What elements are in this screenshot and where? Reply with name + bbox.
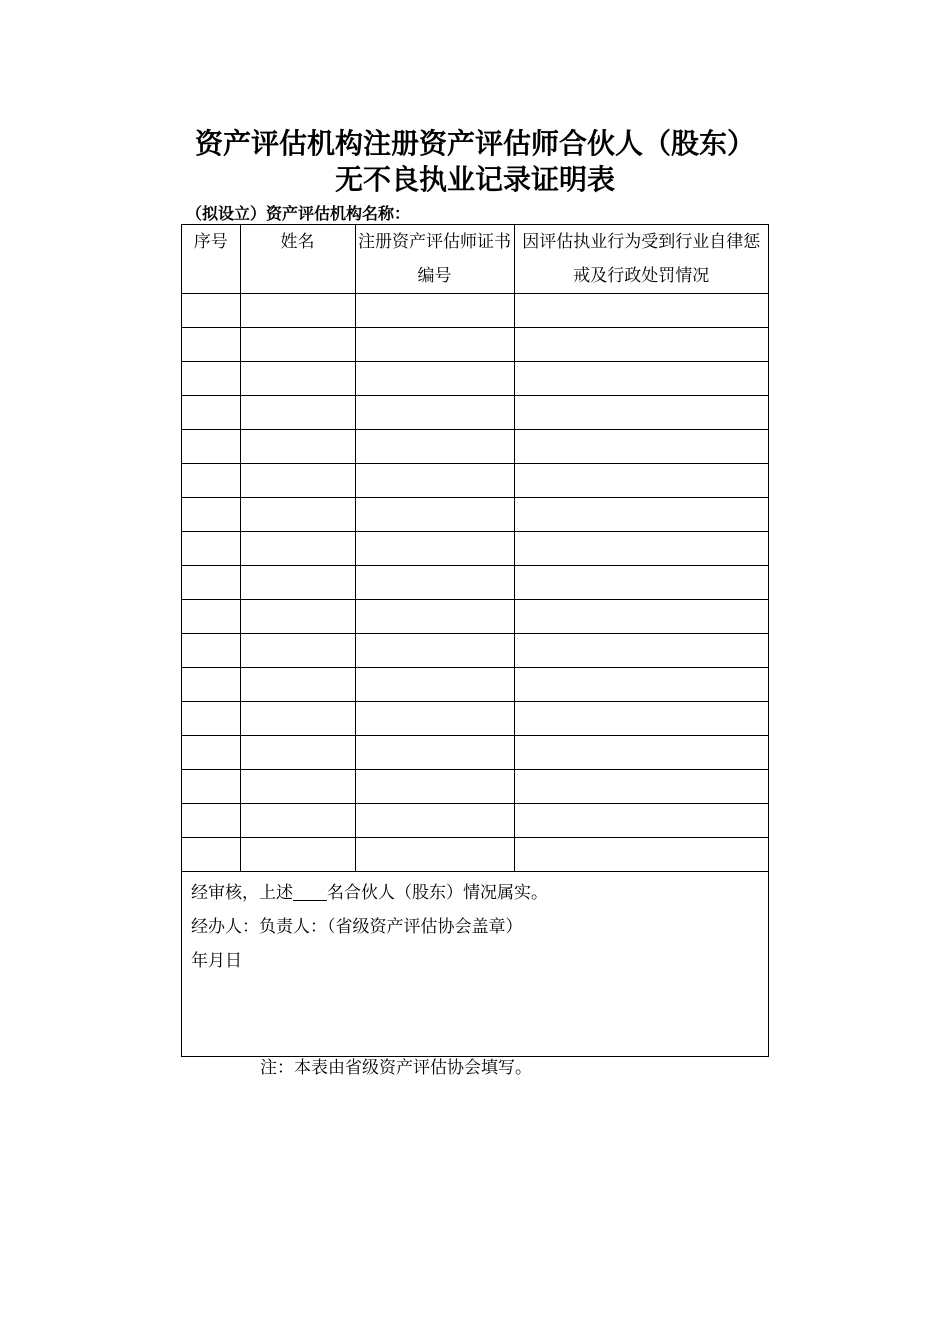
name-cell[interactable]: [240, 736, 355, 770]
certificate-cell[interactable]: [355, 736, 514, 770]
header-certificate-number: 注册资产评估师证书编号: [355, 225, 514, 294]
record-cell[interactable]: [514, 634, 768, 668]
certificate-cell[interactable]: [355, 532, 514, 566]
table-row: [182, 668, 768, 702]
name-cell[interactable]: [240, 294, 355, 328]
verification-statement: [182, 876, 768, 910]
record-cell[interactable]: [514, 294, 768, 328]
table-row: [182, 634, 768, 668]
name-cell[interactable]: [240, 430, 355, 464]
name-cell[interactable]: [240, 532, 355, 566]
table-row: [182, 294, 768, 328]
header-disciplinary-record: 因评估执业行为受到行业自律惩戒及行政处罚情况: [514, 225, 768, 294]
table-row: [182, 770, 768, 804]
serial-cell[interactable]: [182, 362, 240, 396]
table-row: [182, 430, 768, 464]
certificate-cell[interactable]: [355, 396, 514, 430]
name-cell[interactable]: [240, 566, 355, 600]
table-row: [182, 464, 768, 498]
record-cell[interactable]: [514, 498, 768, 532]
table-row: [182, 328, 768, 362]
org-name-label: （拟设立）资产评估机构名称：: [186, 204, 411, 223]
table-row: [182, 838, 768, 872]
date-line: 年月日: [191, 951, 242, 971]
table-row: [182, 804, 768, 838]
record-cell[interactable]: [514, 770, 768, 804]
record-cell[interactable]: [514, 736, 768, 770]
verification-suffix: 名合伙人（股东）情况属实。: [327, 883, 548, 903]
table-row: [182, 362, 768, 396]
verification-prefix: 经审核，上述: [191, 883, 293, 903]
header-name: 姓名: [240, 225, 355, 294]
name-cell[interactable]: [240, 396, 355, 430]
name-cell[interactable]: [240, 702, 355, 736]
certificate-cell[interactable]: [355, 430, 514, 464]
name-cell[interactable]: [240, 498, 355, 532]
serial-cell[interactable]: [182, 668, 240, 702]
serial-cell[interactable]: [182, 498, 240, 532]
name-cell[interactable]: [240, 328, 355, 362]
record-cell[interactable]: [514, 566, 768, 600]
verification-section: [182, 876, 768, 978]
record-cell[interactable]: [514, 532, 768, 566]
certificate-cell[interactable]: [355, 702, 514, 736]
serial-cell[interactable]: [182, 328, 240, 362]
record-table: [182, 225, 768, 872]
serial-cell[interactable]: [182, 634, 240, 668]
record-cell[interactable]: [514, 328, 768, 362]
record-form: [181, 224, 769, 1057]
table-body: [182, 294, 768, 872]
record-cell[interactable]: [514, 464, 768, 498]
footnote: 注：本表由省级资产评估协会填写。: [260, 1058, 532, 1078]
certificate-cell[interactable]: [355, 668, 514, 702]
table-row: [182, 532, 768, 566]
certificate-cell[interactable]: [355, 634, 514, 668]
record-cell[interactable]: [514, 702, 768, 736]
name-cell[interactable]: [240, 838, 355, 872]
form-title-line-2: 无不良执业记录证明表: [334, 163, 615, 196]
serial-cell[interactable]: [182, 804, 240, 838]
record-cell[interactable]: [514, 804, 768, 838]
certificate-cell[interactable]: [355, 294, 514, 328]
name-cell[interactable]: [240, 804, 355, 838]
table-row: [182, 702, 768, 736]
table-row: [182, 396, 768, 430]
header-serial-number: 序号: [182, 225, 240, 294]
name-cell[interactable]: [240, 770, 355, 804]
certificate-cell[interactable]: [355, 804, 514, 838]
table-row: [182, 600, 768, 634]
record-cell[interactable]: [514, 362, 768, 396]
serial-cell[interactable]: [182, 532, 240, 566]
certificate-cell[interactable]: [355, 498, 514, 532]
certificate-cell[interactable]: [355, 464, 514, 498]
record-cell[interactable]: [514, 396, 768, 430]
record-cell[interactable]: [514, 430, 768, 464]
certificate-cell[interactable]: [355, 566, 514, 600]
form-title-line-1: 资产评估机构注册资产评估师合伙人（股东）: [194, 127, 755, 160]
table-row: [182, 566, 768, 600]
serial-cell[interactable]: [182, 702, 240, 736]
table-row: [182, 736, 768, 770]
certificate-cell[interactable]: [355, 838, 514, 872]
record-cell[interactable]: [514, 838, 768, 872]
signers-line: 经办人：负责人：（省级资产评估协会盖章）: [191, 917, 523, 937]
serial-cell[interactable]: [182, 838, 240, 872]
name-cell[interactable]: [240, 668, 355, 702]
serial-cell[interactable]: [182, 464, 240, 498]
serial-cell[interactable]: [182, 736, 240, 770]
partner-count-blank[interactable]: [293, 882, 327, 901]
serial-cell[interactable]: [182, 396, 240, 430]
serial-cell[interactable]: [182, 600, 240, 634]
table-header-row: [182, 225, 768, 294]
name-cell[interactable]: [240, 362, 355, 396]
serial-cell[interactable]: [182, 770, 240, 804]
certificate-cell[interactable]: [355, 770, 514, 804]
serial-cell[interactable]: [182, 294, 240, 328]
name-cell[interactable]: [240, 634, 355, 668]
serial-cell[interactable]: [182, 430, 240, 464]
certificate-cell[interactable]: [355, 600, 514, 634]
record-cell[interactable]: [514, 600, 768, 634]
name-cell[interactable]: [240, 600, 355, 634]
serial-cell[interactable]: [182, 566, 240, 600]
certificate-cell[interactable]: [355, 362, 514, 396]
table-row: [182, 498, 768, 532]
certificate-cell[interactable]: [355, 328, 514, 362]
name-cell[interactable]: [240, 464, 355, 498]
record-cell[interactable]: [514, 668, 768, 702]
